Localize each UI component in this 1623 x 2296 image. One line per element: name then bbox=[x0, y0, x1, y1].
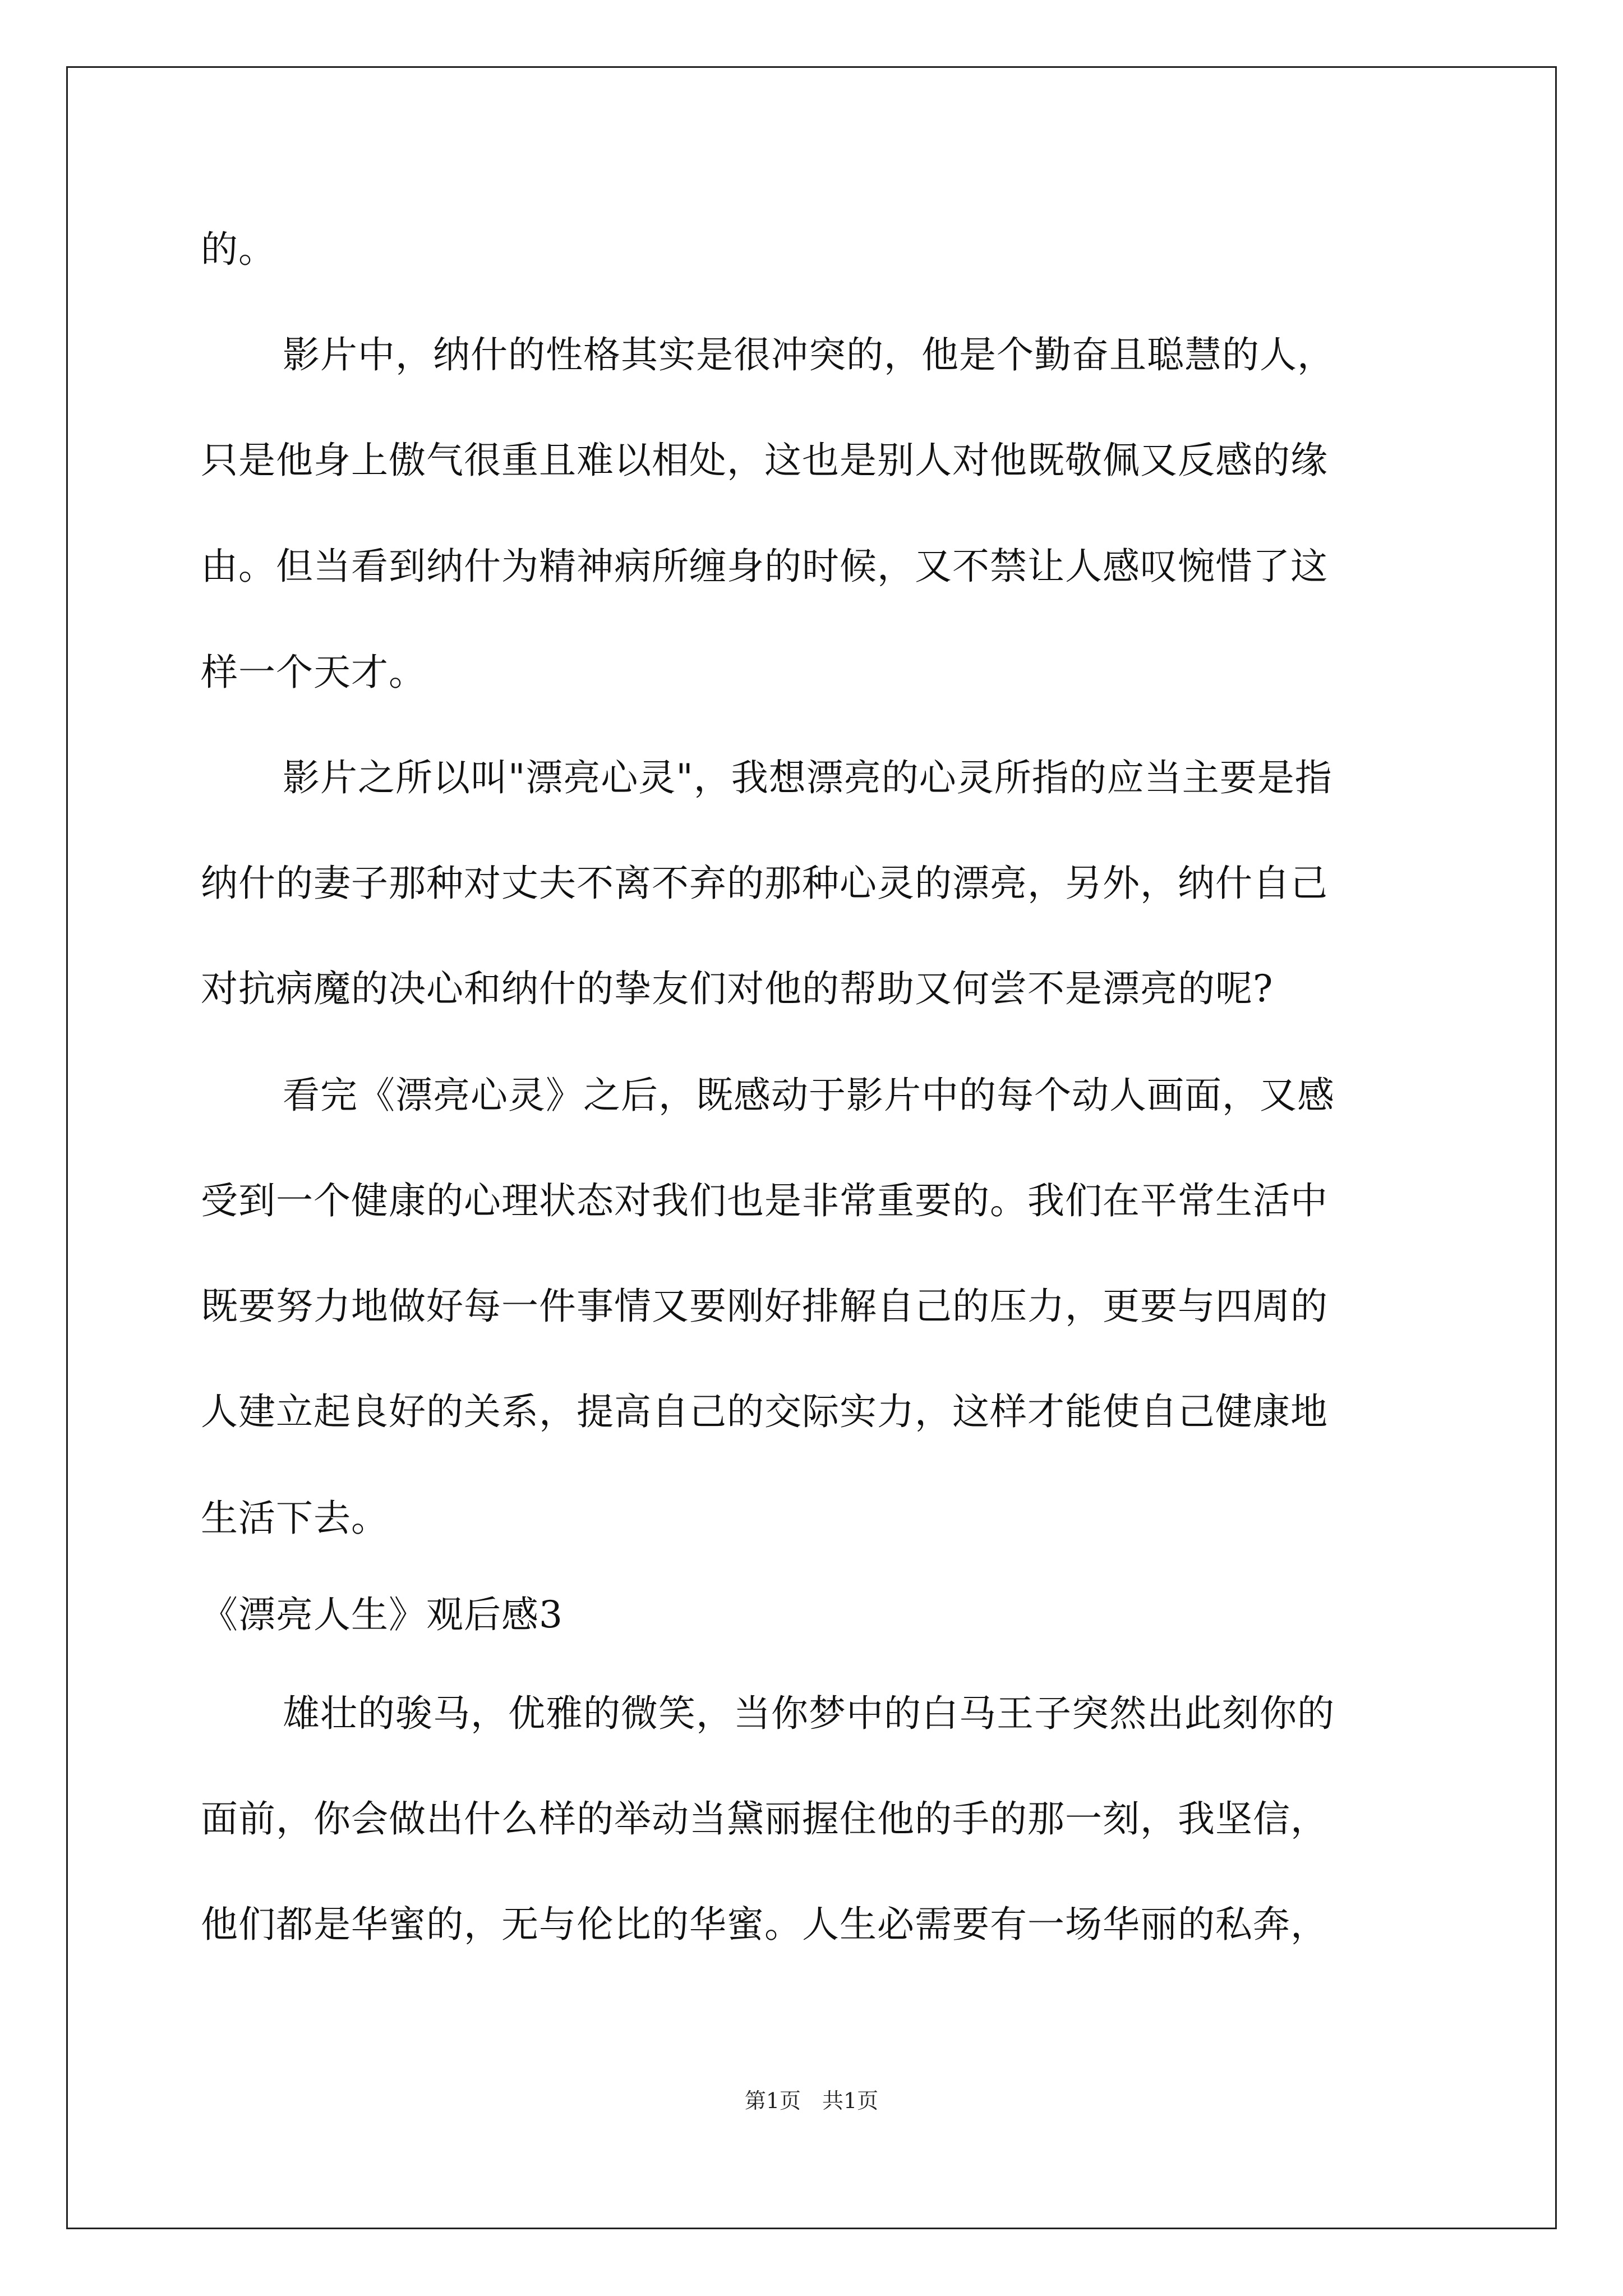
text-line: 看完《漂亮心灵》之后，既感动于影片中的每个动人画面，又感 bbox=[283, 1074, 1335, 1117]
page-footer: 第1页 共1页 bbox=[744, 2088, 879, 2113]
text-line: 只是他身上傲气很重且难以相处，这也是别人对他既敬佩又反感的缘 bbox=[201, 439, 1328, 482]
text-line: 对抗病魔的决心和纳什的挚友们对他的帮助又何尝不是漂亮的呢? bbox=[201, 967, 1274, 1010]
text-line: 生活下去。 bbox=[201, 1497, 389, 1540]
text-line: 的。 bbox=[201, 228, 276, 271]
text-line: 既要努力地做好每一件事情又要刚好排解自己的压力，更要与四周的 bbox=[201, 1285, 1328, 1328]
text-line: 由。但当看到纳什为精神病所缠身的时候，又不禁让人感叹惋惜了这 bbox=[201, 545, 1328, 588]
section-heading: 《漂亮人生》观后感3 bbox=[201, 1593, 563, 1636]
text-line: 影片之所以叫"漂亮心灵"，我想漂亮的心灵所指的应当主要是指 bbox=[283, 756, 1332, 799]
text-line: 面前，你会做出什么样的举动当黛丽握住他的手的那一刻，我坚信， bbox=[201, 1797, 1328, 1841]
text-line: 人建立起良好的关系，提高自己的交际实力，这样才能使自己健康地 bbox=[201, 1390, 1328, 1433]
text-line: 他们都是华蜜的，无与伦比的华蜜。人生必需要有一场华丽的私奔， bbox=[201, 1903, 1328, 1946]
text-line: 样一个天才。 bbox=[201, 651, 426, 694]
text-line: 影片中，纳什的性格其实是很冲突的，他是个勤奋且聪慧的人， bbox=[283, 333, 1335, 376]
text-line: 受到一个健康的心理状态对我们也是非常重要的。我们在平常生活中 bbox=[201, 1179, 1328, 1222]
text-line: 纳什的妻子那种对丈夫不离不弃的那种心灵的漂亮，另外，纳什自己 bbox=[201, 862, 1328, 905]
text-line: 雄壮的骏马，优雅的微笑，当你梦中的白马王子突然出此刻你的 bbox=[283, 1692, 1335, 1735]
